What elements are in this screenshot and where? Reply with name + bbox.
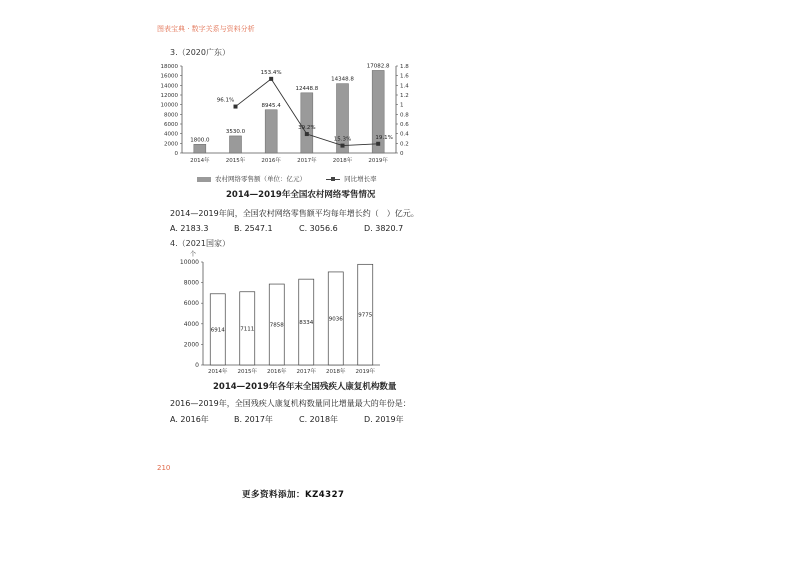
legend-line-label: 同比增长率 — [344, 175, 377, 183]
q4-chart-title: 2014—2019年各年末全国残疾人康复机构数量 — [213, 382, 397, 392]
y-tick-label: 10000 — [179, 259, 199, 266]
y-tick-label: 12000 — [160, 93, 178, 99]
q4-option-d[interactable]: D. 2019年 — [364, 415, 404, 424]
q3-chart-title: 2014—2019年全国农村网络零售情况 — [226, 190, 376, 200]
x-tick-label: 2017年 — [297, 158, 317, 164]
bar — [265, 110, 277, 153]
y-tick-label: 6000 — [164, 122, 178, 128]
q4-option-b[interactable]: B. 2017年 — [234, 415, 273, 424]
y-tick-label: 4000 — [164, 131, 178, 138]
y-tick-label: 4000 — [183, 320, 199, 328]
bar — [194, 144, 206, 153]
bar-label: 1800.0 — [190, 137, 210, 144]
q3-option-c[interactable]: C. 3056.6 — [299, 224, 338, 233]
growth-point — [341, 144, 345, 148]
q3-option-d[interactable]: D. 3820.7 — [364, 224, 404, 233]
q3-legend — [197, 174, 377, 183]
x-tick-label: 2016年 — [261, 158, 281, 164]
x-tick-label: 2019年 — [355, 369, 375, 375]
y-tick-label: 18000 — [160, 64, 178, 70]
q4-option-a[interactable]: A. 2016年 — [170, 415, 209, 424]
header-tag: 图表宝典 · 数字关系与资料分析 — [157, 25, 255, 33]
y-tick-label: 2000 — [164, 141, 178, 148]
y-tick-label: 8000 — [164, 112, 178, 119]
bar-label: 8334 — [299, 320, 314, 327]
y-tick-label: 0 — [174, 151, 178, 157]
y2-tick-label: 0.2 — [400, 141, 409, 148]
bar — [301, 93, 313, 153]
y-tick-label: 2000 — [183, 341, 199, 349]
bar-label: 7111 — [240, 326, 255, 333]
y-tick-label: 16000 — [160, 73, 178, 80]
growth-label: 15.3% — [333, 136, 352, 143]
y2-tick-label: 0.6 — [400, 122, 409, 128]
bar-label: 17082.8 — [366, 63, 390, 70]
y2-tick-label: 1.2 — [400, 93, 409, 99]
bar-label: 14348.8 — [331, 76, 354, 83]
q3-question: 2014—2019年间，全国农村网络零售额平均每年增长约（ ）亿元。 — [170, 209, 419, 218]
y-unit-label: 个 — [189, 251, 197, 258]
growth-point — [234, 105, 238, 109]
x-tick-label: 2016年 — [267, 369, 287, 375]
growth-point — [376, 142, 380, 146]
y2-tick-label: 1 — [400, 102, 404, 109]
q4-question: 2016—2019年，全国残疾人康复机构数量同比增量最大的年份是： — [170, 399, 411, 408]
growth-label: 39.2% — [298, 125, 316, 132]
y2-tick-label: 1.6 — [400, 73, 409, 80]
y2-tick-label: 0 — [400, 151, 404, 157]
q3-source: 3.（2020广东） — [170, 48, 230, 57]
y2-tick-label: 0.4 — [400, 131, 409, 138]
bar-label: 8945.4 — [261, 102, 281, 109]
growth-point — [269, 77, 273, 81]
y-tick-label: 10000 — [160, 102, 178, 109]
x-tick-label: 2018年 — [326, 369, 346, 375]
q3-option-a[interactable]: A. 2183.3 — [170, 224, 209, 233]
bar-label: 7858 — [269, 322, 284, 329]
bar-label: 12448.8 — [295, 85, 319, 92]
y2-tick-label: 1.4 — [400, 83, 409, 90]
y-tick-label: 6000 — [183, 300, 199, 308]
growth-label: 19.1% — [375, 134, 393, 141]
footer-text: 更多资料添加：KZ4327 — [242, 490, 345, 500]
x-tick-label: 2014年 — [190, 158, 210, 164]
legend-bar-swatch — [197, 177, 211, 182]
q4-source: 4.（2021国家） — [170, 239, 230, 248]
x-tick-label: 2015年 — [237, 369, 257, 375]
y-tick-label: 8000 — [183, 279, 199, 287]
legend-line-swatch — [326, 179, 340, 180]
x-tick-label: 2018年 — [332, 158, 353, 164]
y-tick-label: 14000 — [160, 83, 178, 90]
legend-bar-label: 农村网络零售额（单位：亿元） — [215, 175, 306, 183]
growth-label: 153.4% — [260, 69, 282, 76]
bar-label: 9775 — [358, 312, 373, 319]
page-number: 210 — [157, 464, 171, 472]
bar — [230, 136, 242, 153]
y2-tick-label: 0.8 — [400, 112, 409, 119]
q3-option-b[interactable]: B. 2547.1 — [234, 224, 273, 233]
q4-chart — [165, 248, 395, 376]
growth-label: 96.1% — [216, 97, 235, 104]
q4-option-c[interactable]: C. 2018年 — [299, 415, 339, 424]
x-tick-label: 2017年 — [296, 369, 316, 375]
growth-point — [305, 132, 309, 136]
x-tick-label: 2019年 — [368, 158, 388, 164]
q3-chart — [150, 58, 420, 188]
y-tick-label: 0 — [195, 362, 199, 369]
bar-label: 6914 — [210, 327, 225, 334]
x-tick-label: 2015年 — [225, 158, 246, 164]
bar-label: 9036 — [328, 316, 343, 323]
y2-tick-label: 1.8 — [400, 64, 409, 70]
bar-label: 3530.0 — [225, 128, 246, 135]
x-tick-label: 2014年 — [208, 369, 228, 375]
